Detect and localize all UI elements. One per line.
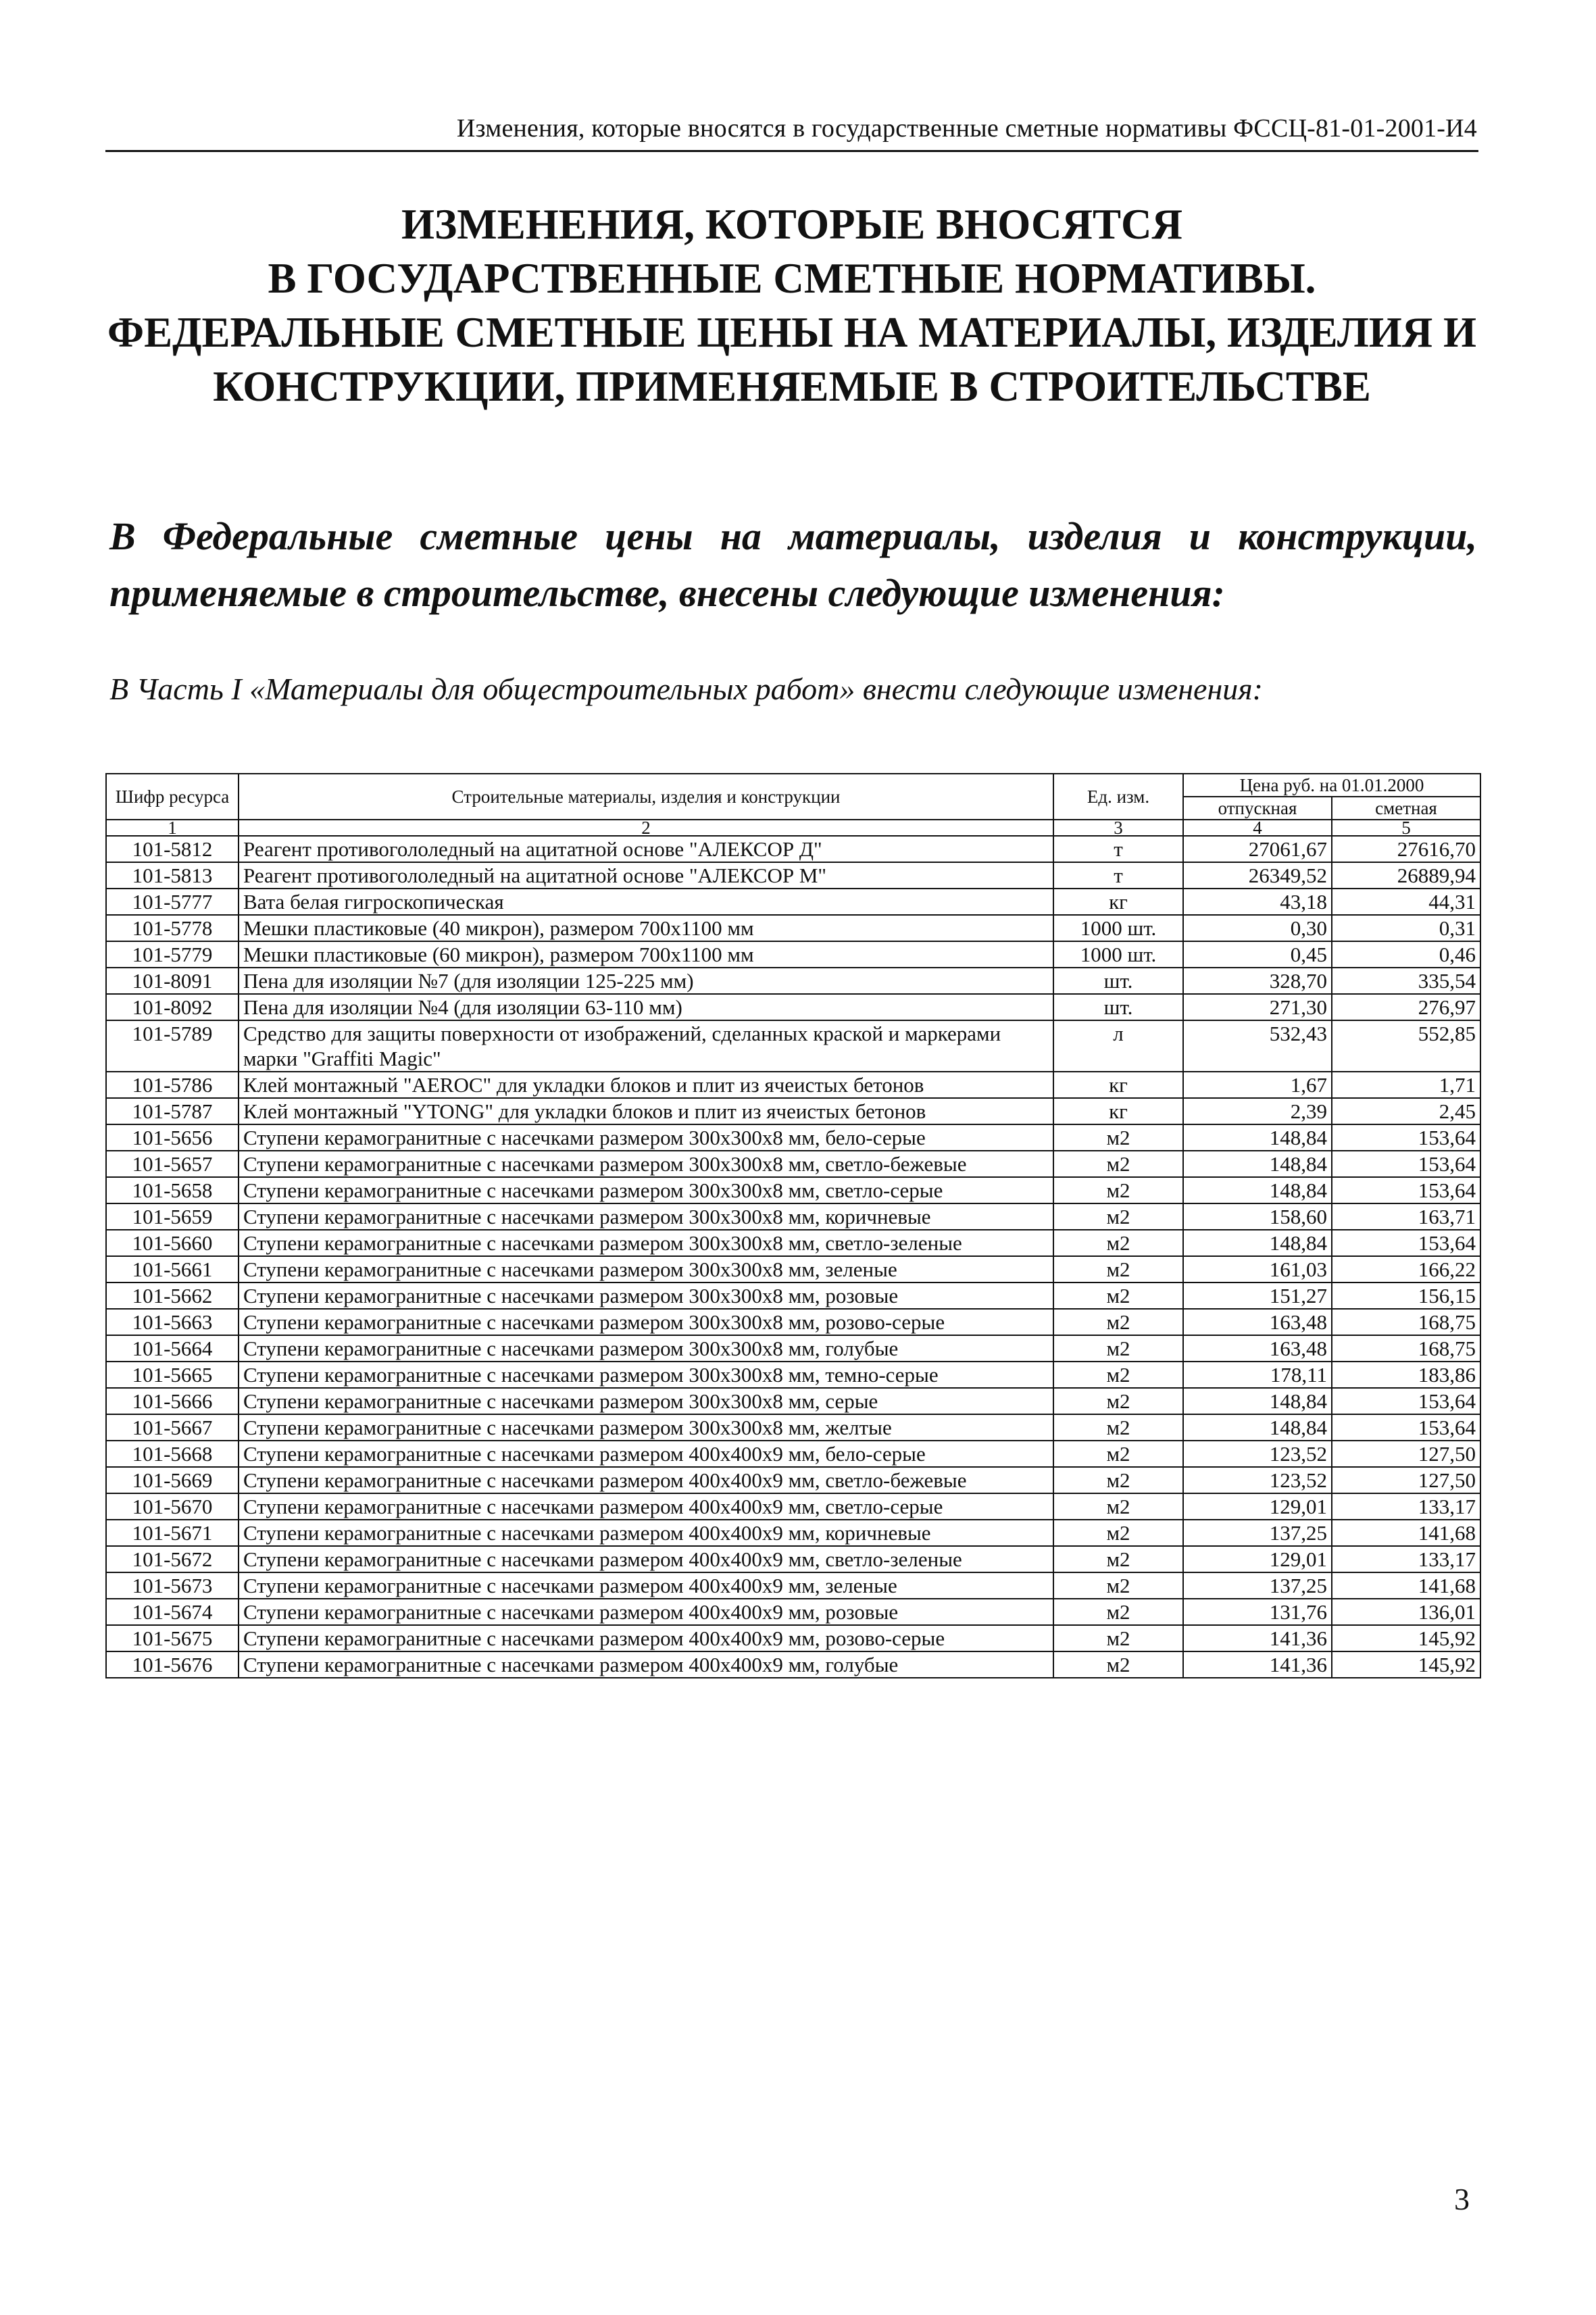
release-price-cell: 148,84	[1183, 1177, 1332, 1203]
unit-cell: м2	[1053, 1151, 1183, 1177]
table-row	[106, 889, 1480, 915]
resource-code-cell: 101-5672	[106, 1546, 239, 1572]
title-line: В ГОСУДАРСТВЕННЫЕ СМЕТНЫЕ НОРМАТИВЫ.	[268, 255, 1316, 302]
unit-cell: м2	[1053, 1467, 1183, 1493]
material-name-cell: Ступени керамогранитные с насечками размером 300x300x8 мм, розовые	[239, 1283, 1053, 1309]
column-number: 4	[1183, 820, 1332, 836]
estimate-price-cell: 145,92	[1332, 1651, 1480, 1678]
table-row	[106, 1151, 1480, 1177]
estimate-price-cell: 145,92	[1332, 1625, 1480, 1651]
material-name-cell: Ступени керамогранитные с насечками размером 300x300x8 мм, бело-серые	[239, 1124, 1053, 1151]
resource-code-cell: 101-5660	[106, 1230, 239, 1256]
unit-cell: т	[1053, 836, 1183, 862]
release-price-cell: 148,84	[1183, 1230, 1332, 1256]
unit-cell: м2	[1053, 1625, 1183, 1651]
material-name-cell: Ступени керамогранитные с насечками размером 300x300x8 мм, желтые	[239, 1414, 1053, 1441]
resource-code-cell: 101-5661	[106, 1256, 239, 1283]
resource-code-cell: 101-5673	[106, 1572, 239, 1599]
unit-cell: м2	[1053, 1651, 1183, 1678]
resource-code-cell: 101-5777	[106, 889, 239, 915]
material-name-cell: Ступени керамогранитные с насечками размером 300x300x8 мм, зеленые	[239, 1256, 1053, 1283]
table-row	[106, 1599, 1480, 1625]
resource-code-cell: 101-5659	[106, 1203, 239, 1230]
release-price-cell: 137,25	[1183, 1520, 1332, 1546]
release-price-cell: 123,52	[1183, 1441, 1332, 1467]
estimate-price-cell: 1,71	[1332, 1072, 1480, 1098]
table-row	[106, 1020, 1480, 1072]
table-row	[106, 941, 1480, 968]
unit-cell: 1000 шт.	[1053, 941, 1183, 968]
release-price-cell: 148,84	[1183, 1388, 1332, 1414]
estimate-price-cell: 153,64	[1332, 1388, 1480, 1414]
table-row	[106, 1309, 1480, 1335]
unit-cell: м2	[1053, 1441, 1183, 1467]
estimate-price-cell: 552,85	[1332, 1020, 1480, 1072]
estimate-price-cell: 335,54	[1332, 968, 1480, 994]
material-name-cell: Пена для изоляции №7 (для изоляции 125-225 мм)	[239, 968, 1053, 994]
material-name-cell: Ступени керамогранитные с насечками размером 300x300x8 мм, серые	[239, 1388, 1053, 1414]
release-price-cell: 0,30	[1183, 915, 1332, 941]
material-name-cell: Ступени керамогранитные с насечками размером 300x300x8 мм, светло-бежевые	[239, 1151, 1053, 1177]
table-row	[106, 1388, 1480, 1414]
release-price-cell: 148,84	[1183, 1124, 1332, 1151]
page-number: 3	[1454, 2182, 1470, 2216]
material-name-cell: Ступени керамогранитные с насечками размером 400x400x9 мм, голубые	[239, 1651, 1053, 1678]
running-header: Изменения, которые вносятся в государственные сметные нормативы ФССЦ-81-01-2001-И4	[456, 114, 1477, 143]
title-line: КОНСТРУКЦИИ, ПРИМЕНЯЕМЫЕ В СТРОИТЕЛЬСТВЕ	[213, 363, 1371, 410]
part-note: В Часть I «Материалы для общестроительных работ» внести следующие изменения:	[109, 672, 1263, 706]
release-price-cell: 0,45	[1183, 941, 1332, 968]
estimate-price-cell: 166,22	[1332, 1256, 1480, 1283]
release-price-cell: 131,76	[1183, 1599, 1332, 1625]
table-row	[106, 1625, 1480, 1651]
header-code: Шифр ресурса	[106, 774, 239, 820]
header-unit: Ед. изм.	[1053, 774, 1183, 820]
release-price-cell: 141,36	[1183, 1651, 1332, 1678]
estimate-price-cell: 127,50	[1332, 1441, 1480, 1467]
release-price-cell: 129,01	[1183, 1546, 1332, 1572]
resource-code-cell: 101-5658	[106, 1177, 239, 1203]
resource-code-cell: 101-5656	[106, 1124, 239, 1151]
estimate-price-cell: 2,45	[1332, 1098, 1480, 1124]
release-price-cell: 532,43	[1183, 1020, 1332, 1072]
resource-code-cell: 101-5666	[106, 1388, 239, 1414]
table-row	[106, 836, 1480, 862]
column-number: 1	[106, 820, 239, 836]
release-price-cell: 158,60	[1183, 1203, 1332, 1230]
unit-cell: м2	[1053, 1520, 1183, 1546]
header-release: отпускная	[1183, 797, 1332, 820]
unit-cell: т	[1053, 862, 1183, 889]
table-row	[106, 1651, 1480, 1678]
table-row	[106, 1098, 1480, 1124]
release-price-cell: 271,30	[1183, 994, 1332, 1020]
material-name-cell: Ступени керамогранитные с насечками размером 400x400x9 мм, розовые	[239, 1599, 1053, 1625]
release-price-cell: 151,27	[1183, 1283, 1332, 1309]
estimate-price-cell: 141,68	[1332, 1572, 1480, 1599]
table-row	[106, 1546, 1480, 1572]
table-row	[106, 1177, 1480, 1203]
unit-cell: шт.	[1053, 968, 1183, 994]
table-row	[106, 1072, 1480, 1098]
header-name: Строительные материалы, изделия и конструкции	[239, 774, 1053, 820]
estimate-price-cell: 168,75	[1332, 1335, 1480, 1362]
material-name-cell: Ступени керамогранитные с насечками размером 300x300x8 мм, розово-серые	[239, 1309, 1053, 1335]
table-body	[106, 836, 1480, 1678]
resource-code-cell: 101-8092	[106, 994, 239, 1020]
unit-cell: м2	[1053, 1335, 1183, 1362]
material-name-cell: Ступени керамогранитные с насечками размером 400x400x9 мм, зеленые	[239, 1572, 1053, 1599]
table-row	[106, 1256, 1480, 1283]
column-number: 3	[1053, 820, 1183, 836]
material-name-cell: Ступени керамогранитные с насечками размером 300x300x8 мм, светло-зеленые	[239, 1230, 1053, 1256]
resource-code-cell: 101-5668	[106, 1441, 239, 1467]
release-price-cell: 129,01	[1183, 1493, 1332, 1520]
material-name-cell: Клей монтажный "AEROC" для укладки блоков и плит из ячеистых бетонов	[239, 1072, 1053, 1098]
estimate-price-cell: 153,64	[1332, 1124, 1480, 1151]
material-name-cell: Ступени керамогранитные с насечками размером 400x400x9 мм, светло-бежевые	[239, 1467, 1053, 1493]
resource-code-cell: 101-5674	[106, 1599, 239, 1625]
estimate-price-cell: 44,31	[1332, 889, 1480, 915]
resource-code-cell: 101-5778	[106, 915, 239, 941]
resource-code-cell: 101-5670	[106, 1493, 239, 1520]
unit-cell: м2	[1053, 1572, 1183, 1599]
column-number: 2	[239, 820, 1053, 836]
estimate-price-cell: 26889,94	[1332, 862, 1480, 889]
release-price-cell: 161,03	[1183, 1256, 1332, 1283]
resource-code-cell: 101-5787	[106, 1098, 239, 1124]
release-price-cell: 1,67	[1183, 1072, 1332, 1098]
table-row	[106, 968, 1480, 994]
unit-cell: кг	[1053, 889, 1183, 915]
resource-code-cell: 101-5663	[106, 1309, 239, 1335]
material-name-cell: Ступени керамогранитные с насечками размером 400x400x9 мм, коричневые	[239, 1520, 1053, 1546]
unit-cell: кг	[1053, 1072, 1183, 1098]
table-row	[106, 1203, 1480, 1230]
unit-cell: кг	[1053, 1098, 1183, 1124]
material-name-cell: Ступени керамогранитные с насечками размером 300x300x8 мм, коричневые	[239, 1203, 1053, 1230]
estimate-price-cell: 168,75	[1332, 1309, 1480, 1335]
table-row	[106, 1441, 1480, 1467]
material-name-cell: Ступени керамогранитные с насечками размером 400x400x9 мм, светло-зеленые	[239, 1546, 1053, 1572]
table-row	[106, 1124, 1480, 1151]
resource-code-cell: 101-5669	[106, 1467, 239, 1493]
resource-code-cell: 101-5662	[106, 1283, 239, 1309]
unit-cell: м2	[1053, 1546, 1183, 1572]
table-row	[106, 1572, 1480, 1599]
unit-cell: м2	[1053, 1177, 1183, 1203]
table-row	[106, 1467, 1480, 1493]
estimate-price-cell: 156,15	[1332, 1283, 1480, 1309]
release-price-cell: 27061,67	[1183, 836, 1332, 862]
resource-code-cell: 101-5786	[106, 1072, 239, 1098]
release-price-cell: 26349,52	[1183, 862, 1332, 889]
header-rule	[105, 150, 1478, 152]
release-price-cell: 148,84	[1183, 1414, 1332, 1441]
unit-cell: м2	[1053, 1309, 1183, 1335]
estimate-price-cell: 276,97	[1332, 994, 1480, 1020]
release-price-cell: 163,48	[1183, 1335, 1332, 1362]
resource-code-cell: 101-5657	[106, 1151, 239, 1177]
document-title	[105, 197, 1478, 414]
table-row	[106, 1283, 1480, 1309]
material-name-cell: Ступени керамогранитные с насечками размером 400x400x9 мм, бело-серые	[239, 1441, 1053, 1467]
material-name-cell: Ступени керамогранитные с насечками размером 400x400x9 мм, розово-серые	[239, 1625, 1053, 1651]
estimate-price-cell: 27616,70	[1332, 836, 1480, 862]
estimate-price-cell: 133,17	[1332, 1493, 1480, 1520]
intro-paragraph: В Федеральные сметные цены на материалы, изделия и конструкции, применяемые в строительстве, внесены следующие изменения:	[109, 514, 1477, 615]
estimate-price-cell: 153,64	[1332, 1230, 1480, 1256]
header-price-group: Цена руб. на 01.01.2000	[1183, 774, 1480, 797]
unit-cell: м2	[1053, 1493, 1183, 1520]
unit-cell: 1000 шт.	[1053, 915, 1183, 941]
resource-code-cell: 101-5789	[106, 1020, 239, 1072]
material-name-cell: Мешки пластиковые (40 микрон), размером 700x1100 мм	[239, 915, 1053, 941]
column-number-row	[106, 820, 1480, 836]
title-line: ИЗМЕНЕНИЯ, КОТОРЫЕ ВНОСЯТСЯ	[401, 201, 1182, 248]
estimate-price-cell: 153,64	[1332, 1177, 1480, 1203]
title-line: ФЕДЕРАЛЬНЫЕ СМЕТНЫЕ ЦЕНЫ НА МАТЕРИАЛЫ, ИЗДЕЛИЯ И	[107, 309, 1477, 356]
table-row	[106, 1362, 1480, 1388]
unit-cell: шт.	[1053, 994, 1183, 1020]
estimate-price-cell: 0,31	[1332, 915, 1480, 941]
unit-cell: м2	[1053, 1124, 1183, 1151]
estimate-price-cell: 133,17	[1332, 1546, 1480, 1572]
resource-code-cell: 101-5779	[106, 941, 239, 968]
unit-cell: м2	[1053, 1230, 1183, 1256]
release-price-cell: 43,18	[1183, 889, 1332, 915]
release-price-cell: 137,25	[1183, 1572, 1332, 1599]
resource-code-cell: 101-5675	[106, 1625, 239, 1651]
release-price-cell: 141,36	[1183, 1625, 1332, 1651]
resource-code-cell: 101-5664	[106, 1335, 239, 1362]
material-name-cell: Пена для изоляции №4 (для изоляции 63-110 мм)	[239, 994, 1053, 1020]
unit-cell: м2	[1053, 1388, 1183, 1414]
material-name-cell: Реагент противогололедный на ацитатной основе "АЛЕКСОР Д"	[239, 836, 1053, 862]
release-price-cell: 123,52	[1183, 1467, 1332, 1493]
header-estimate: сметная	[1332, 797, 1480, 820]
table-row	[106, 1520, 1480, 1546]
material-name-cell: Реагент противогололедный на ацитатной основе "АЛЕКСОР М"	[239, 862, 1053, 889]
resource-code-cell: 101-5813	[106, 862, 239, 889]
table-row	[106, 915, 1480, 941]
estimate-price-cell: 153,64	[1332, 1151, 1480, 1177]
resource-code-cell: 101-8091	[106, 968, 239, 994]
material-name-cell: Клей монтажный "YTONG" для укладки блоков и плит из ячеистых бетонов	[239, 1098, 1053, 1124]
table-row	[106, 862, 1480, 889]
resource-code-cell: 101-5812	[106, 836, 239, 862]
estimate-price-cell: 153,64	[1332, 1414, 1480, 1441]
price-table	[105, 773, 1481, 1678]
unit-cell: л	[1053, 1020, 1183, 1072]
release-price-cell: 328,70	[1183, 968, 1332, 994]
material-name-cell: Ступени керамогранитные с насечками размером 300x300x8 мм, голубые	[239, 1335, 1053, 1362]
estimate-price-cell: 0,46	[1332, 941, 1480, 968]
resource-code-cell: 101-5665	[106, 1362, 239, 1388]
table-row	[106, 1493, 1480, 1520]
unit-cell: м2	[1053, 1362, 1183, 1388]
resource-code-cell: 101-5671	[106, 1520, 239, 1546]
estimate-price-cell: 183,86	[1332, 1362, 1480, 1388]
material-name-cell: Ступени керамогранитные с насечками размером 300x300x8 мм, светло-серые	[239, 1177, 1053, 1203]
unit-cell: м2	[1053, 1599, 1183, 1625]
table-row	[106, 1414, 1480, 1441]
material-name-cell: Ступени керамогранитные с насечками размером 400x400x9 мм, светло-серые	[239, 1493, 1053, 1520]
table-row	[106, 1335, 1480, 1362]
release-price-cell: 163,48	[1183, 1309, 1332, 1335]
estimate-price-cell: 127,50	[1332, 1467, 1480, 1493]
release-price-cell: 178,11	[1183, 1362, 1332, 1388]
estimate-price-cell: 136,01	[1332, 1599, 1480, 1625]
unit-cell: м2	[1053, 1414, 1183, 1441]
estimate-price-cell: 141,68	[1332, 1520, 1480, 1546]
release-price-cell: 148,84	[1183, 1151, 1332, 1177]
table-row	[106, 1230, 1480, 1256]
column-number: 5	[1332, 820, 1480, 836]
resource-code-cell: 101-5667	[106, 1414, 239, 1441]
material-name-cell: Мешки пластиковые (60 микрон), размером 700x1100 мм	[239, 941, 1053, 968]
resource-code-cell: 101-5676	[106, 1651, 239, 1678]
estimate-price-cell: 163,71	[1332, 1203, 1480, 1230]
material-name-cell: Средство для защиты поверхности от изображений, сделанных краской и маркерами марки "Graffiti Magic"	[239, 1020, 1053, 1072]
release-price-cell: 2,39	[1183, 1098, 1332, 1124]
unit-cell: м2	[1053, 1256, 1183, 1283]
unit-cell: м2	[1053, 1283, 1183, 1309]
unit-cell: м2	[1053, 1203, 1183, 1230]
material-name-cell: Ступени керамогранитные с насечками размером 300x300x8 мм, темно-серые	[239, 1362, 1053, 1388]
table-header-row	[106, 774, 1480, 797]
material-name-cell: Вата белая гигроскопическая	[239, 889, 1053, 915]
table-row	[106, 994, 1480, 1020]
